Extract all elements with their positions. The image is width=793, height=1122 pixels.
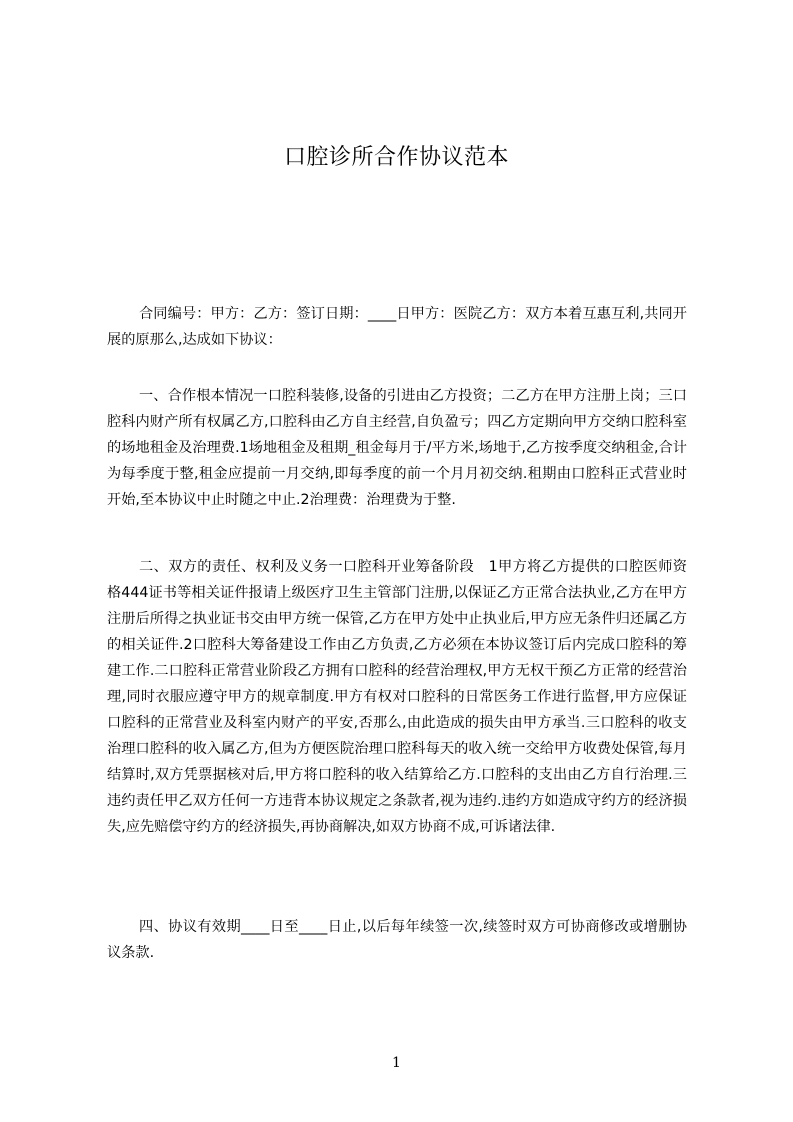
document-title: 口腔诊所合作协议范本 [283, 145, 509, 170]
paragraph-section-2: 二、双方的责任、权利及义务一口腔科开业筹备阶段 1甲方将乙方提供的口腔医师资格444证书等相关证件报请上级医疗卫生主管部门注册,以保证乙方正常合法执业,乙方在甲方注册后所得之执业证书交由甲方统一保管,乙方在甲方处中止执业后,甲方应无条件归还属乙方的相关证件.2口腔科大筹备建设工作由乙方负责,乙方必须在本协议签订后内完成口腔科的筹建工作.二口腔科正常营业阶段乙方拥有口腔科的经营治理权,甲方无权干预乙方正常的经营治理,同时衣服应遵守甲方的规章制度.甲方有权对口腔科的日常医务工作进行监督,甲方应保证口腔科的正常营业及科室内财产的平安,否那么,由此造成的损失由甲方承当.三口腔科的收支治理口腔科的收入属乙方,但为方便医院治理口腔科每天的收入统一交给甲方收费处保管,每月结算时,双方凭票据核对后,甲方将口腔科的收入结算给乙方.口腔科的支出由乙方自行治理.三违约责任甲乙双方任何一方违背本协议规定之条款者,视为违约.违约方如造成守约方的经济损失,应先赔偿守约方的经济损失,再协商解决,如双方协商不成,可诉诸法律. [107, 559, 687, 836]
paragraph-contract-header: 合同编号：甲方：乙方：签订日期：____日甲方：医院乙方：双方本着互惠互利,共同开展的原那么,达成如下协议： [107, 306, 687, 349]
paragraph-section-4: 四、协议有效期____日至____日止,以后每年续签一次,续签时双方可协商修改或增删协议条款. [107, 919, 687, 962]
paragraph-section-1: 一、合作根本情况一口腔科装修,设备的引进由乙方投资；二乙方在甲方注册上岗；三口腔科内财产所有权属乙方,口腔科由乙方自主经营,自负盈亏；四乙方定期向甲方交纳口腔科室的场地租金及治理费.1场地租金及租期_租金每月于/平方米,场地于,乙方按季度交纳租金,合计为每季度于整,租金应提前一月交纳,即每季度的前一个月月初交纳.租期由口腔科正式营业时开始,至本协议中止时随之中止.2治理费：治理费为于整. [107, 388, 687, 509]
page-number: 1 [392, 1055, 401, 1071]
